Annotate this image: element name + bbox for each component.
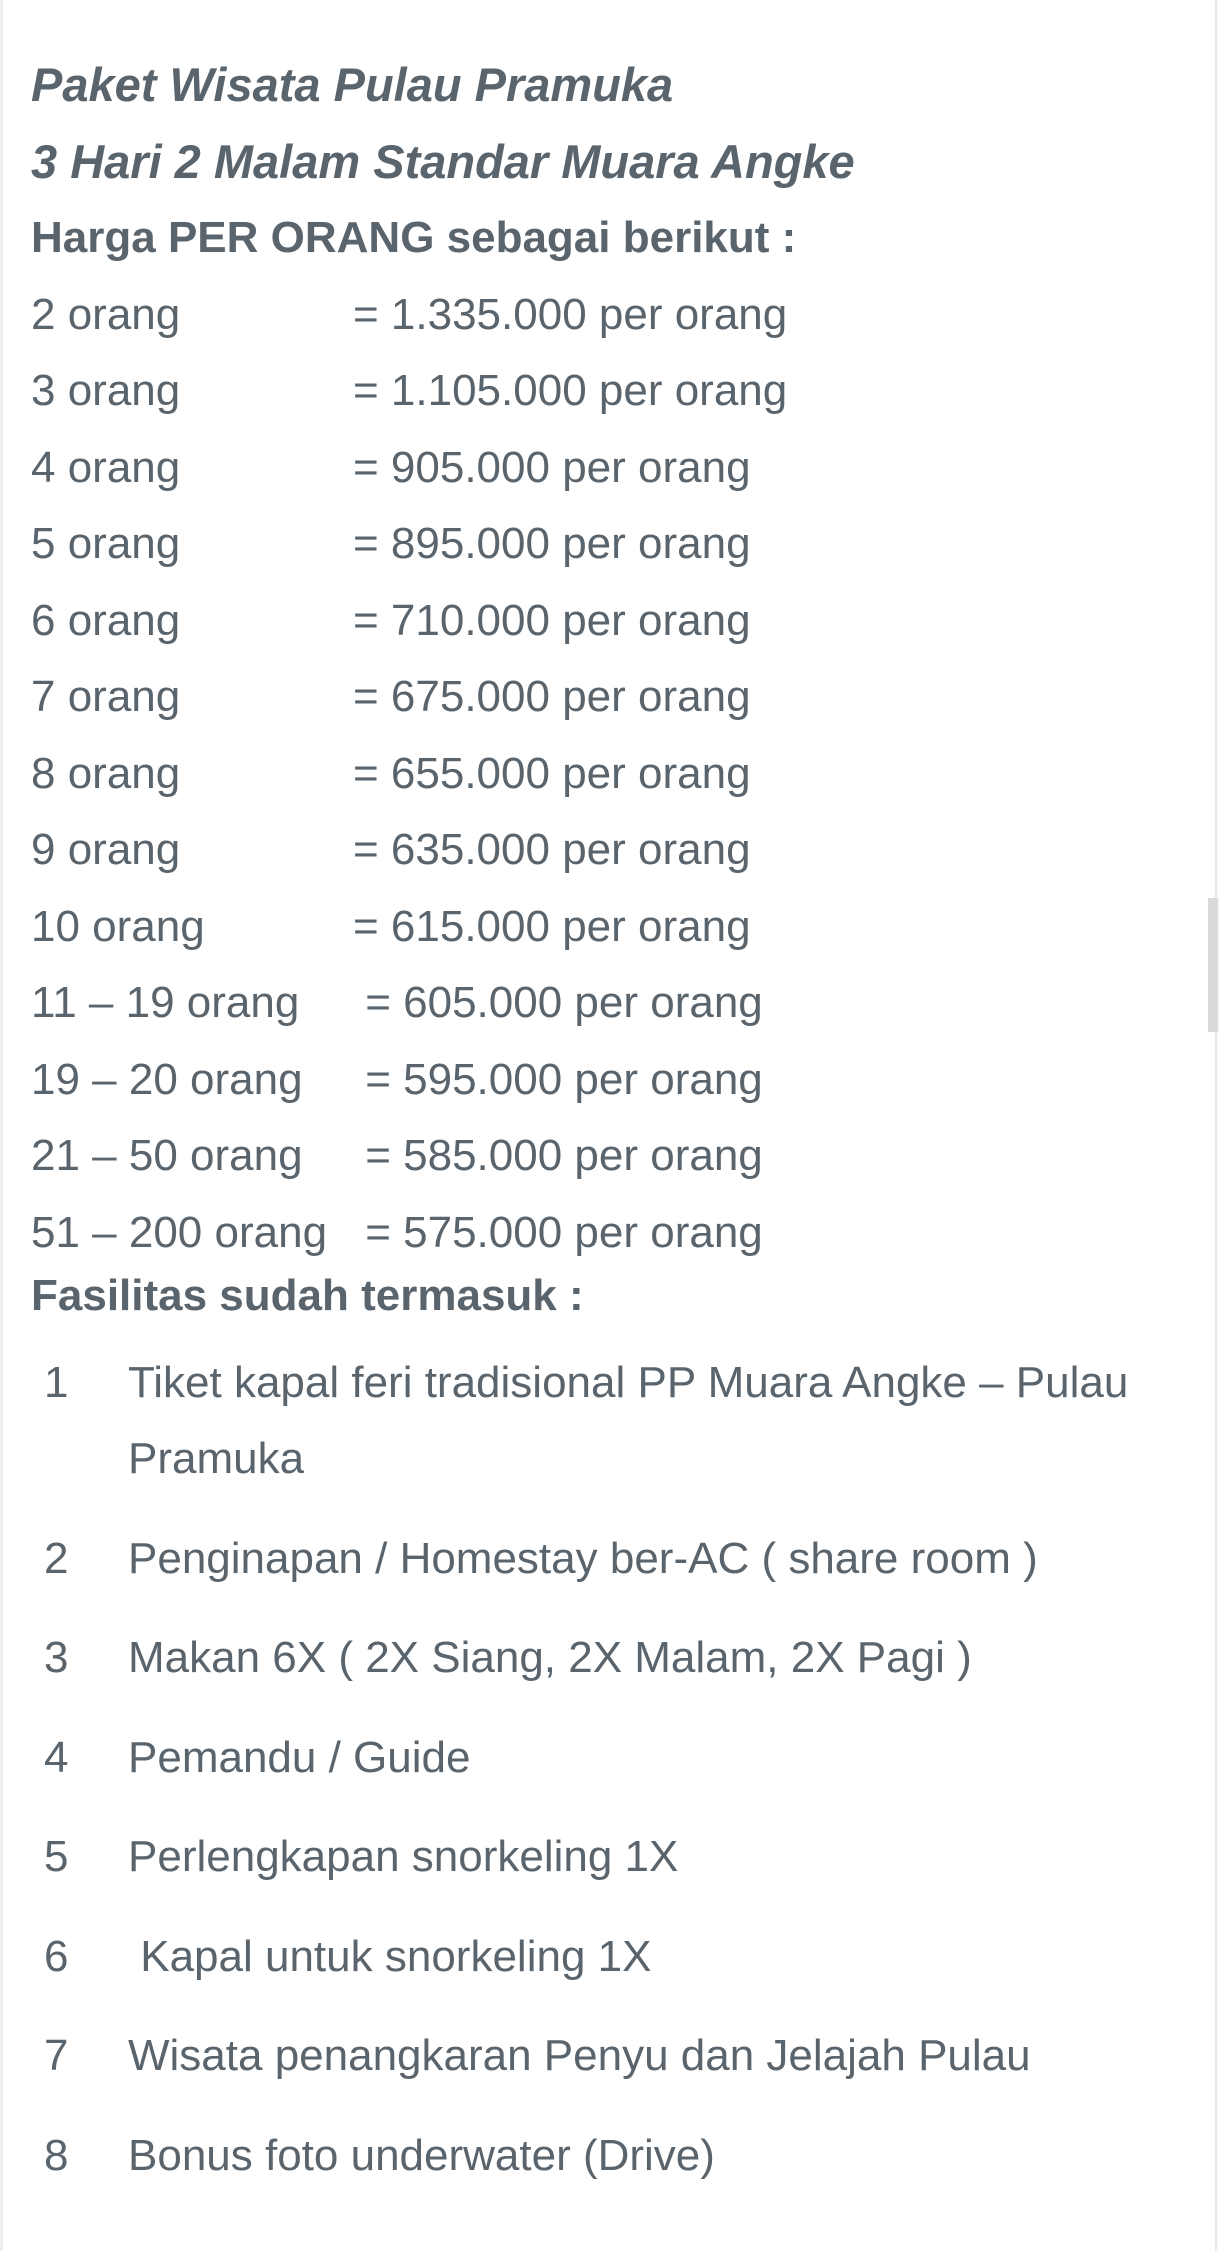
price-row-label: 51 – 200 orang <box>31 1207 328 1257</box>
price-row-label: 19 – 20 orang <box>31 1054 303 1104</box>
price-row <box>31 277 1180 354</box>
facilities-list <box>31 1345 1180 2195</box>
price-row <box>31 812 1180 889</box>
price-row-value: = 905.000 per orang <box>353 442 751 492</box>
facility-item <box>31 1345 1180 1498</box>
price-row-label: 5 orang <box>31 519 181 568</box>
price-row-label: 11 – 19 orang <box>31 978 300 1027</box>
facility-item <box>31 1819 1180 1896</box>
doc-title-line2: 3 Hari 2 Malam Standar Muara Angke <box>31 134 855 188</box>
facility-item <box>31 2118 1180 2195</box>
document-content <box>31 47 1180 2217</box>
price-row <box>31 583 1180 660</box>
price-row <box>31 889 1180 966</box>
facility-item-text: Bonus foto underwater (Drive) <box>128 2130 715 2180</box>
facility-item-text: Tiket kapal feri tradisional PP Muara Angke – Pulau Pramuka <box>128 1357 1141 1483</box>
price-section-heading: Harga PER ORANG sebagai berikut : <box>31 213 797 262</box>
price-row <box>31 965 1180 1042</box>
price-row-value: = 585.000 per orang <box>353 1131 763 1180</box>
facility-item <box>31 2018 1180 2095</box>
facility-item <box>31 1919 1180 1996</box>
price-row <box>31 430 1180 507</box>
price-row-value: = 605.000 per orang <box>353 978 763 1027</box>
facility-item-text: Makan 6X ( 2X Siang, 2X Malam, 2X Pagi ) <box>128 1633 972 1682</box>
price-row-value: = 895.000 per orang <box>353 519 751 568</box>
price-row-value: = 635.000 per orang <box>353 825 751 874</box>
scrollbar-track[interactable] <box>1215 0 1220 2251</box>
scrollbar-thumb[interactable] <box>1208 898 1218 1032</box>
facility-item-number: 3 <box>44 1633 69 1682</box>
price-row-label: 4 orang <box>31 442 181 492</box>
price-row-label: 3 orang <box>31 366 181 415</box>
facility-item <box>31 1620 1180 1697</box>
facility-item <box>31 1521 1180 1598</box>
facility-item-number: 5 <box>44 1832 69 1881</box>
price-row-value: = 675.000 per orang <box>353 672 751 721</box>
facility-item-number: 1 <box>44 1357 69 1407</box>
facility-item-text: Penginapan / Homestay ber-AC ( share room ) <box>128 1533 1038 1583</box>
facility-item-number: 7 <box>44 2031 69 2080</box>
price-row-value: = 1.105.000 per orang <box>353 366 788 415</box>
doc-title-line1: Paket Wisata Pulau Pramuka <box>31 58 674 111</box>
facility-item-number: 8 <box>44 2130 69 2180</box>
facility-item-number: 2 <box>44 1533 69 1583</box>
price-row-value: = 595.000 per orang <box>353 1054 763 1104</box>
price-row-value: = 655.000 per orang <box>353 748 751 798</box>
price-row-value: = 575.000 per orang <box>353 1207 763 1257</box>
facilities-heading: Fasilitas sudah termasuk : <box>31 1271 584 1320</box>
price-row-label: 8 orang <box>31 748 181 798</box>
facility-item-text: Kapal untuk snorkeling 1X <box>128 1931 652 1981</box>
facility-item <box>31 1720 1180 1797</box>
price-row <box>31 736 1180 813</box>
price-row-value: = 710.000 per orang <box>353 595 751 645</box>
price-row-value: = 1.335.000 per orang <box>353 289 788 339</box>
price-row-label: 6 orang <box>31 595 181 645</box>
price-row <box>31 1042 1180 1119</box>
price-row-label: 21 – 50 orang <box>31 1131 303 1180</box>
price-row <box>31 353 1180 430</box>
price-row <box>31 1118 1180 1195</box>
facility-item-number: 6 <box>44 1931 69 1981</box>
facility-item-text: Pemandu / Guide <box>128 1732 471 1782</box>
facility-item-number: 4 <box>44 1732 69 1782</box>
price-row-label: 7 orang <box>31 672 181 721</box>
price-row <box>31 506 1180 583</box>
price-row-label: 10 orang <box>31 901 205 951</box>
price-row <box>31 659 1180 736</box>
price-row-value: = 615.000 per orang <box>353 901 751 951</box>
facility-item-text: Perlengkapan snorkeling 1X <box>128 1832 679 1881</box>
facility-item-text: Wisata penangkaran Penyu dan Jelajah Pulau <box>128 2031 1031 2080</box>
price-table <box>31 277 1180 1272</box>
price-row-label: 2 orang <box>31 289 181 339</box>
price-row-label: 9 orang <box>31 825 181 874</box>
page-left-border <box>0 0 3 2251</box>
